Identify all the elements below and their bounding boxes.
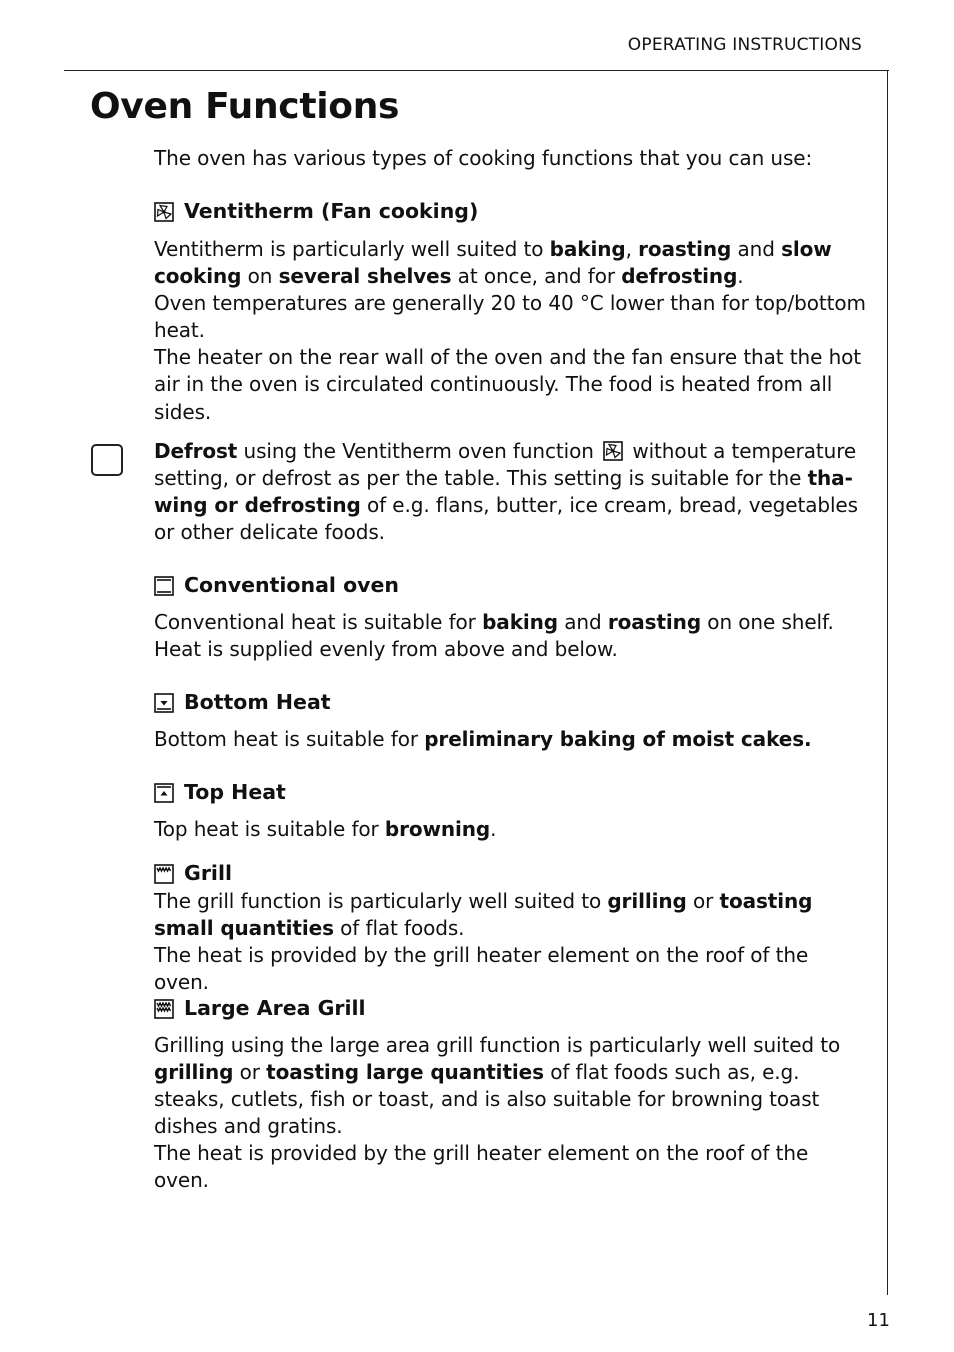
fan-icon <box>154 202 174 222</box>
conventional-paragraph-2: Heat is supplied evenly from above and below. <box>154 637 618 662</box>
margin-rule <box>887 70 888 1295</box>
large-area-grill-icon <box>154 999 174 1019</box>
top-heat-paragraph: Top heat is suitable for browning. <box>154 817 497 841</box>
bottom-heat-heading <box>154 689 866 716</box>
bottom-heat-title: Bottom Heat <box>184 690 331 714</box>
grill-title: Grill <box>184 861 233 885</box>
ventitherm-heading <box>154 198 866 225</box>
conventional-body <box>154 609 866 663</box>
header-rule <box>64 70 889 71</box>
large-grill-paragraph-1: Grilling using the large area grill function is particularly well suited to grilling or toasting large quantities of flat foods such as, e.g. steaks, cutlets, fish or toast, and is also suitable for browning toast dishes and gratins. <box>154 1033 841 1139</box>
ventitherm-title: Ventitherm (Fan cooking) <box>184 199 479 223</box>
top-heat-body <box>154 816 866 843</box>
ventitherm-body <box>154 236 866 426</box>
top-heat-icon <box>154 783 174 803</box>
large-grill-paragraph-2: The heat is provided by the grill heater element on the roof of the oven. <box>154 1141 809 1193</box>
bottom-heat-icon <box>154 693 174 713</box>
page-title: Oven Functions <box>90 86 400 127</box>
conventional-paragraph-1: Conventional heat is suitable for baking and roasting on one shelf. <box>154 610 834 634</box>
grill-body <box>154 888 866 996</box>
top-heat-heading <box>154 779 866 806</box>
top-heat-title: Top Heat <box>184 780 286 804</box>
defrost-note <box>154 438 866 546</box>
ventitherm-paragraph-3: The heater on the rear wall of the oven and the fan ensure that the hot air in the oven is circulated continuously. The food is heated from all sides. <box>154 345 862 424</box>
large-grill-heading <box>154 995 866 1022</box>
fan-icon <box>603 441 623 461</box>
conventional-title: Conventional oven <box>184 573 400 597</box>
note-icon <box>91 444 123 476</box>
running-header: OPERATING INSTRUCTIONS <box>627 35 862 55</box>
conventional-oven-icon <box>154 576 174 596</box>
bottom-heat-paragraph: Bottom heat is suitable for preliminary baking of moist cakes. <box>154 727 812 751</box>
bottom-heat-body <box>154 726 866 753</box>
page-number: 11 <box>867 1310 890 1331</box>
large-grill-title: Large Area Grill <box>184 996 366 1020</box>
ventitherm-paragraph-2: Oven temperatures are generally 20 to 40 °C lower than for top/bottom heat. <box>154 291 866 343</box>
grill-paragraph-1: The grill function is particularly well suited to grilling or toasting small quantities of flat foods. <box>154 889 813 941</box>
conventional-heading <box>154 572 866 599</box>
defrost-paragraph: Defrost using the Ventitherm oven function without a temperature setting, or defrost as per the table. This setting is suitable for the tha-wing or defrosting of e.g. flans, butter, ice cream, bread, vegetables or other delicate foods. <box>154 439 858 545</box>
intro-text: The oven has various types of cooking functions that you can use: <box>154 146 813 170</box>
grill-heading <box>154 860 866 887</box>
grill-icon <box>154 864 174 884</box>
large-grill-body <box>154 1032 866 1195</box>
grill-paragraph-2: The heat is provided by the grill heater element on the roof of the oven. <box>154 943 809 995</box>
ventitherm-paragraph-1: Ventitherm is particularly well suited to baking, roasting and slow cooking on several shelves at once, and for defrosting. <box>154 237 832 289</box>
